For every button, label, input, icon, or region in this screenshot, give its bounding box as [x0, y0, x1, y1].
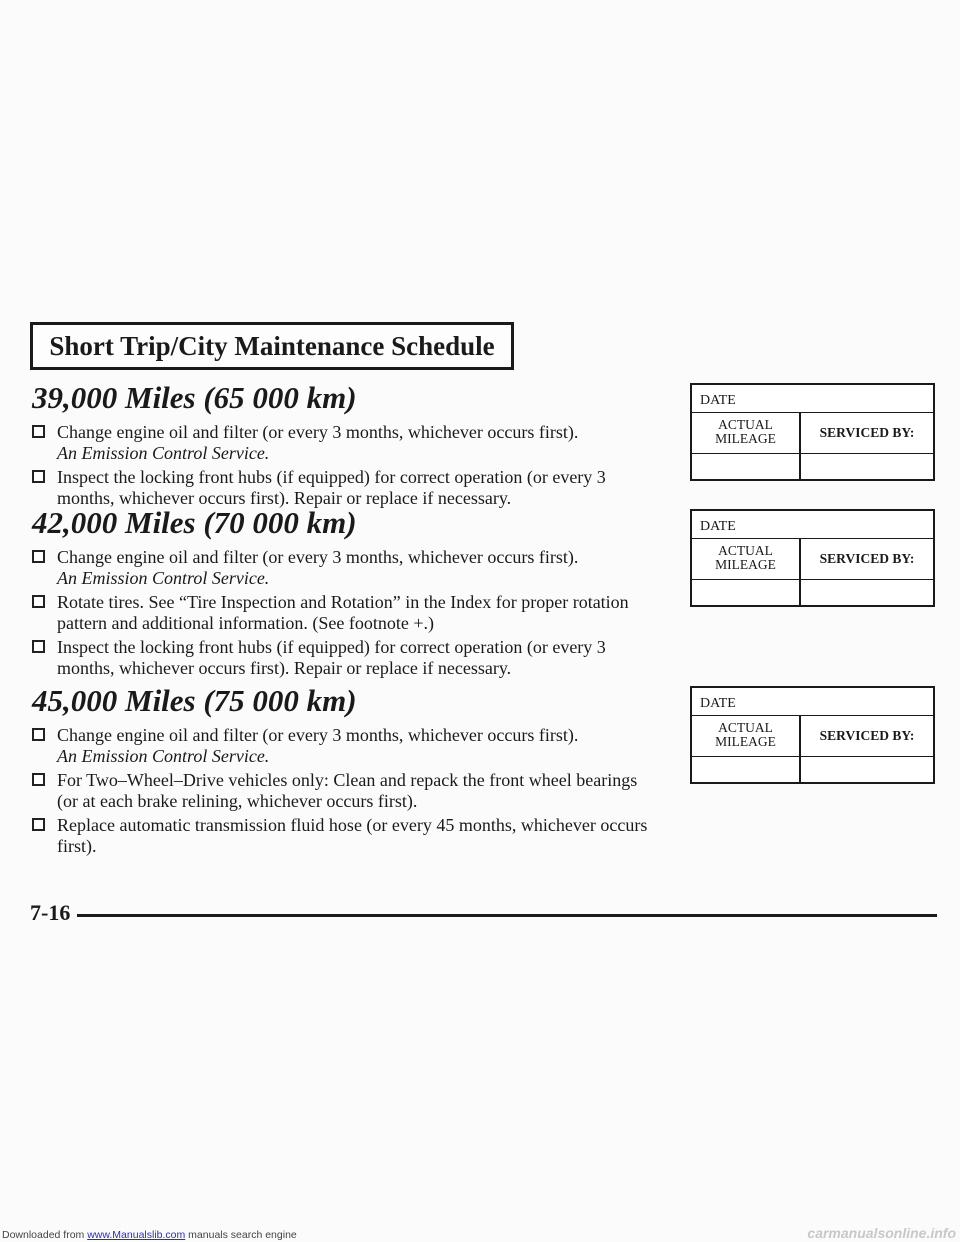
checklist-item	[32, 422, 652, 464]
item-note: An Emission Control Service.	[57, 443, 270, 463]
item-text: Inspect the locking front hubs (if equipped) for correct operation (or every 3 months, whichever occurs first). Repair or replace if necessary.	[57, 467, 606, 508]
mileage-entry-field[interactable]	[692, 580, 801, 605]
section-45000	[32, 683, 652, 860]
checkbox-icon[interactable]	[32, 470, 45, 483]
watermark: carmanualsonline.info	[807, 1225, 956, 1241]
checklist-item	[32, 770, 652, 812]
checklist-item	[32, 467, 652, 509]
section-heading: 45,000 Miles (75 000 km)	[32, 683, 357, 718]
section-39000	[32, 380, 652, 512]
checklist-item	[32, 637, 652, 679]
item-text: Change engine oil and filter (or every 3 months, whichever occurs first).	[57, 725, 579, 745]
item-text: Rotate tires. See “Tire Inspection and Rotation” in the Index for proper rotation pattern and additional information. (See footnote +.)	[57, 592, 629, 633]
service-record-box	[690, 686, 935, 784]
item-note: An Emission Control Service.	[57, 746, 270, 766]
item-text: For Two–Wheel–Drive vehicles only: Clean and repack the front wheel bearings (or at each brake relining, whichever occurs first).	[57, 770, 638, 811]
checklist-item	[32, 725, 652, 767]
date-field[interactable]: DATE	[692, 385, 933, 413]
item-text: Replace automatic transmission fluid hose (or every 45 months, whichever occurs first).	[57, 815, 648, 856]
checklist-item	[32, 592, 652, 634]
section-heading: 42,000 Miles (70 000 km)	[32, 505, 357, 540]
checkbox-icon[interactable]	[32, 595, 45, 608]
serviced-by-entry-field[interactable]	[801, 580, 933, 605]
serviced-by-label: SERVICED BY:	[819, 425, 915, 440]
service-record-box	[690, 383, 935, 481]
section-42000	[32, 505, 652, 682]
serviced-by-label: SERVICED BY:	[819, 551, 915, 566]
item-text: Inspect the locking front hubs (if equipped) for correct operation (or every 3 months, whichever occurs first). Repair or replace if necessary.	[57, 637, 606, 678]
checklist-item	[32, 547, 652, 589]
checkbox-icon[interactable]	[32, 818, 45, 831]
section-heading: 39,000 Miles (65 000 km)	[32, 380, 357, 415]
checkbox-icon[interactable]	[32, 425, 45, 438]
actual-mileage-label: ACTUAL MILEAGE	[692, 539, 801, 579]
record-entry-row	[692, 454, 933, 479]
checklist-item	[32, 815, 652, 857]
date-field[interactable]: DATE	[692, 688, 933, 716]
serviced-by-label: SERVICED BY:	[819, 728, 915, 743]
record-header-row	[692, 716, 933, 757]
serviced-by-entry-field[interactable]	[801, 454, 933, 479]
page-rule-divider	[77, 914, 937, 917]
page-number: 7-16	[30, 900, 71, 925]
record-header-row	[692, 413, 933, 454]
checkbox-icon[interactable]	[32, 640, 45, 653]
service-record-box	[690, 509, 935, 607]
actual-mileage-label: ACTUAL MILEAGE	[692, 716, 801, 756]
actual-mileage-label: ACTUAL MILEAGE	[692, 413, 801, 453]
item-note: An Emission Control Service.	[57, 568, 270, 588]
serviced-by-entry-field[interactable]	[801, 757, 933, 782]
mileage-entry-field[interactable]	[692, 757, 801, 782]
record-entry-row	[692, 580, 933, 605]
record-header-row	[692, 539, 933, 580]
page-title: Short Trip/City Maintenance Schedule	[30, 322, 514, 370]
footer-suffix: manuals search engine	[185, 1229, 297, 1241]
checkbox-icon[interactable]	[32, 773, 45, 786]
item-text: Change engine oil and filter (or every 3 months, whichever occurs first).	[57, 547, 579, 567]
footer-prefix: Downloaded from	[2, 1229, 85, 1241]
mileage-entry-field[interactable]	[692, 454, 801, 479]
date-field[interactable]: DATE	[692, 511, 933, 539]
record-entry-row	[692, 757, 933, 782]
checkbox-icon[interactable]	[32, 550, 45, 563]
checkbox-icon[interactable]	[32, 728, 45, 741]
item-text: Change engine oil and filter (or every 3 months, whichever occurs first).	[57, 422, 579, 442]
manualslib-link[interactable]: www.Manualslib.com	[87, 1229, 186, 1241]
